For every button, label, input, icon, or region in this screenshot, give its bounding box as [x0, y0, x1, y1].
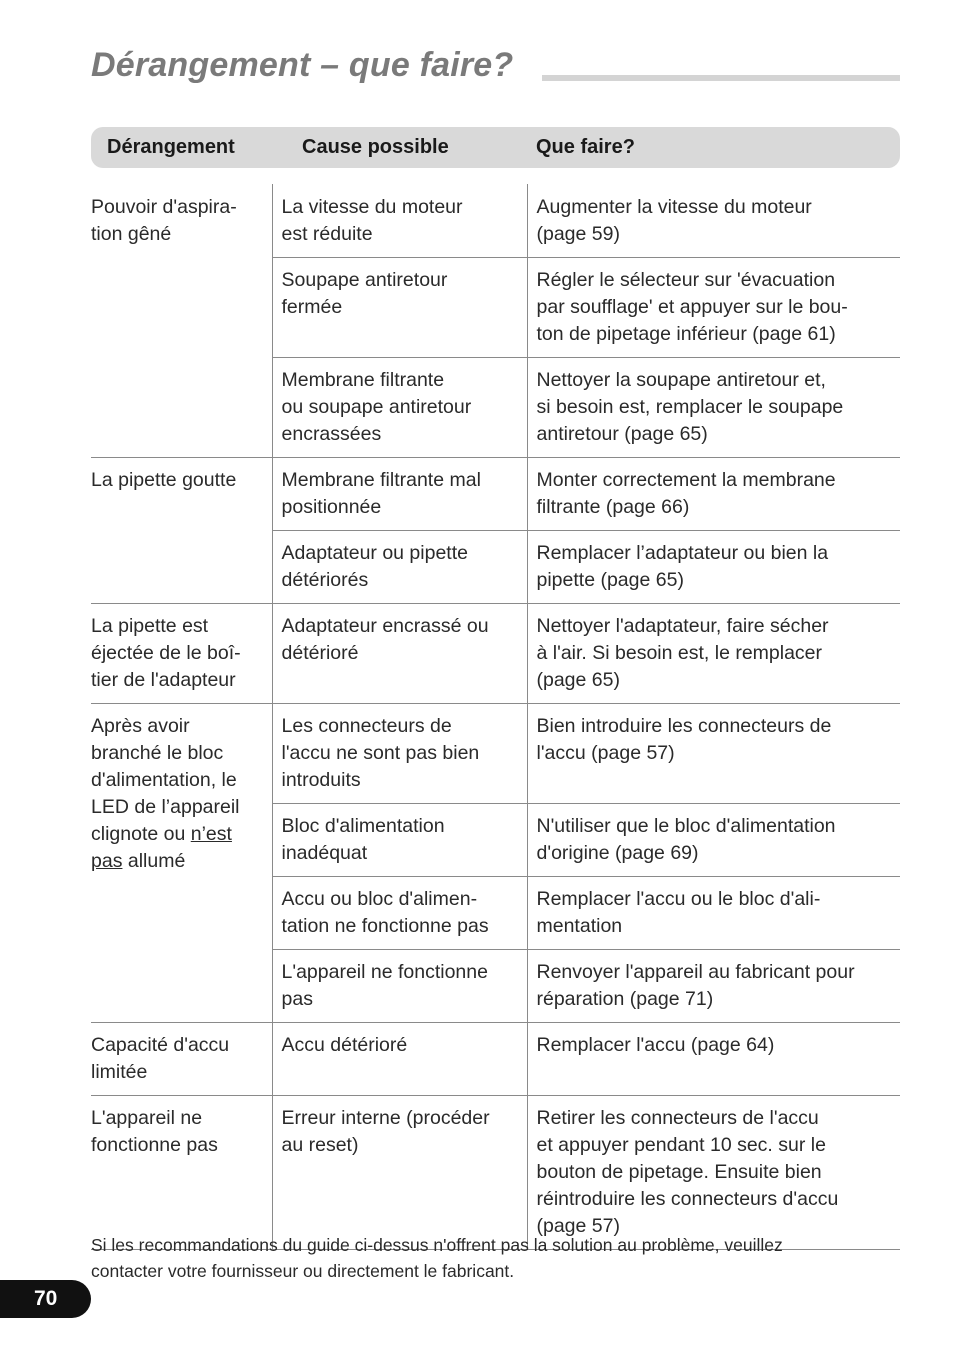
problem-line: Après avoir [91, 715, 190, 737]
remedy-line: à l'air. Si besoin est, le remplacer [536, 642, 823, 664]
cause-line: Adaptateur ou pipette [281, 542, 468, 564]
problem-line: éjectée de le boî- [91, 642, 241, 664]
table-row [91, 604, 900, 704]
problem-text: allumé [122, 850, 186, 872]
table-row [91, 1096, 900, 1250]
cause-line: ou soupape antiretour [281, 396, 472, 418]
troubleshooting-table [91, 184, 900, 1250]
problem-underlined: n’est [190, 823, 232, 845]
remedy-line: si besoin est, remplacer le soupape [536, 396, 844, 418]
cause-line: Soupape antiretour [281, 269, 448, 291]
remedy-line: par soufflage' et appuyer sur le bou- [536, 296, 848, 318]
cause-line: l'accu ne sont pas bien [281, 742, 480, 764]
remedy-cell [527, 804, 900, 877]
problem-cell [91, 1096, 272, 1250]
remedy-cell [527, 531, 900, 604]
cause-cell [272, 258, 527, 358]
page-number: 70 [34, 1287, 58, 1310]
cause-cell [272, 358, 527, 458]
cause-line: tation ne fonctionne pas [281, 915, 489, 937]
problem-cell [91, 184, 272, 458]
cause-line: est réduite [281, 223, 373, 245]
remedy-line: Renvoyer l'appareil au fabricant pour [536, 961, 855, 983]
remedy-line: pipette (page 65) [536, 569, 684, 591]
table-row [91, 1023, 900, 1096]
remedy-line: Nettoyer la soupape antiretour et, [536, 369, 826, 391]
cause-line: encrassées [281, 423, 382, 445]
cause-line: Membrane filtrante [281, 369, 445, 391]
header-remedy: Que faire? [536, 136, 635, 158]
remedy-cell [527, 604, 900, 704]
problem-cell [91, 604, 272, 704]
problem-line: branché le bloc [91, 742, 224, 764]
cause-line: introduits [281, 769, 361, 791]
remedy-line: Bien introduire les connecteurs de [536, 715, 832, 737]
remedy-line: Monter correctement la membrane [536, 469, 836, 491]
problem-cell [91, 704, 272, 1023]
remedy-cell [527, 358, 900, 458]
table-header [91, 127, 900, 168]
problem-line: tion gêné [91, 223, 172, 245]
cause-line: Adaptateur encrassé ou [281, 615, 489, 637]
problem-line: limitée [91, 1061, 148, 1083]
problem-line: fonctionne pas [91, 1134, 218, 1156]
cause-line: Bloc d'alimentation [281, 815, 445, 837]
remedy-line: (page 65) [536, 669, 620, 691]
problem-cell [91, 1023, 272, 1096]
page-number-badge [0, 1280, 91, 1318]
problem-underlined: pas [91, 850, 123, 872]
problem-line: Pouvoir d'aspira- [91, 196, 237, 218]
remedy-line: filtrante (page 66) [536, 496, 690, 518]
cause-cell [272, 184, 527, 258]
remedy-line: Retirer les connecteurs de l'accu [536, 1107, 819, 1129]
table-row [91, 458, 900, 531]
remedy-cell [527, 950, 900, 1023]
cause-cell [272, 950, 527, 1023]
cause-line: Membrane filtrante mal [281, 469, 481, 491]
problem-line: L'appareil ne [91, 1107, 203, 1129]
problem-line: Capacité d'accu [91, 1034, 230, 1056]
cause-line: L'appareil ne fonctionne [281, 961, 488, 983]
table-body [91, 184, 900, 1250]
problem-line [91, 821, 272, 848]
header-problem: Dérangement [107, 136, 235, 158]
title-rule [542, 75, 900, 81]
remedy-line: (page 57) [536, 1215, 620, 1237]
remedy-line: l'accu (page 57) [536, 742, 675, 764]
remedy-cell [527, 1096, 900, 1250]
remedy-line: réparation (page 71) [536, 988, 714, 1010]
remedy-cell [527, 704, 900, 804]
remedy-line: d'origine (page 69) [536, 842, 699, 864]
remedy-line: et appuyer pendant 10 sec. sur le [536, 1134, 826, 1156]
cause-line: fermée [281, 296, 343, 318]
cause-line: Accu détérioré [281, 1034, 408, 1056]
remedy-cell [527, 184, 900, 258]
cause-line: Les connecteurs de [281, 715, 452, 737]
cause-line: détérioré [281, 642, 359, 664]
remedy-cell [527, 1023, 900, 1096]
table-row [91, 184, 900, 258]
problem-line [91, 848, 272, 875]
remedy-line: ton de pipetage inférieur (page 61) [536, 323, 836, 345]
remedy-line: bouton de pipetage. Ensuite bien [536, 1161, 822, 1183]
cause-cell [272, 804, 527, 877]
remedy-line: Remplacer l’adaptateur ou bien la [536, 542, 829, 564]
remedy-line: Augmenter la vitesse du moteur [536, 196, 812, 218]
remedy-cell [527, 258, 900, 358]
cause-cell [272, 458, 527, 531]
cause-cell [272, 604, 527, 704]
cause-line: pas [281, 988, 313, 1010]
cause-line: positionnée [281, 496, 382, 518]
cause-line: inadéquat [281, 842, 368, 864]
cause-line: détériorés [281, 569, 369, 591]
problem-line: d'alimentation, le [91, 769, 237, 791]
cause-cell [272, 1023, 527, 1096]
cause-line: Accu ou bloc d'alimen- [281, 888, 478, 910]
problem-line: La pipette goutte [91, 469, 237, 491]
cause-cell [272, 531, 527, 604]
cause-line: La vitesse du moteur [281, 196, 463, 218]
problem-cell [91, 458, 272, 604]
page-title: Dérangement – que faire? [91, 46, 514, 84]
footnote [91, 1233, 911, 1284]
cause-cell [272, 877, 527, 950]
table-row [91, 704, 900, 804]
cause-line: au reset) [281, 1134, 359, 1156]
remedy-line: Régler le sélecteur sur 'évacuation [536, 269, 836, 291]
cause-cell [272, 1096, 527, 1250]
remedy-line: réintroduire les connecteurs d'accu [536, 1188, 839, 1210]
footnote-line: contacter votre fournisseur ou directement le fabricant. [91, 1260, 515, 1281]
problem-line: tier de l'adapteur [91, 669, 236, 691]
remedy-cell [527, 877, 900, 950]
remedy-line: N'utiliser que le bloc d'alimentation [536, 815, 836, 837]
remedy-line: Nettoyer l'adaptateur, faire sécher [536, 615, 829, 637]
remedy-line: Remplacer l'accu (page 64) [536, 1034, 775, 1056]
problem-line: La pipette est [91, 615, 209, 637]
problem-text: clignote ou [91, 823, 191, 845]
remedy-line: Remplacer l'accu ou le bloc d'ali- [536, 888, 821, 910]
cause-cell [272, 704, 527, 804]
cause-line: Erreur interne (procéder [281, 1107, 490, 1129]
header-cause: Cause possible [302, 136, 449, 158]
problem-line: LED de l’appareil [91, 796, 240, 818]
remedy-line: (page 59) [536, 223, 620, 245]
remedy-line: mentation [536, 915, 623, 937]
remedy-line: antiretour (page 65) [536, 423, 708, 445]
footnote-line: Si les recommandations du guide ci-dessus n'offrent pas la solution au problème, veuillez [91, 1235, 783, 1255]
remedy-cell [527, 458, 900, 531]
